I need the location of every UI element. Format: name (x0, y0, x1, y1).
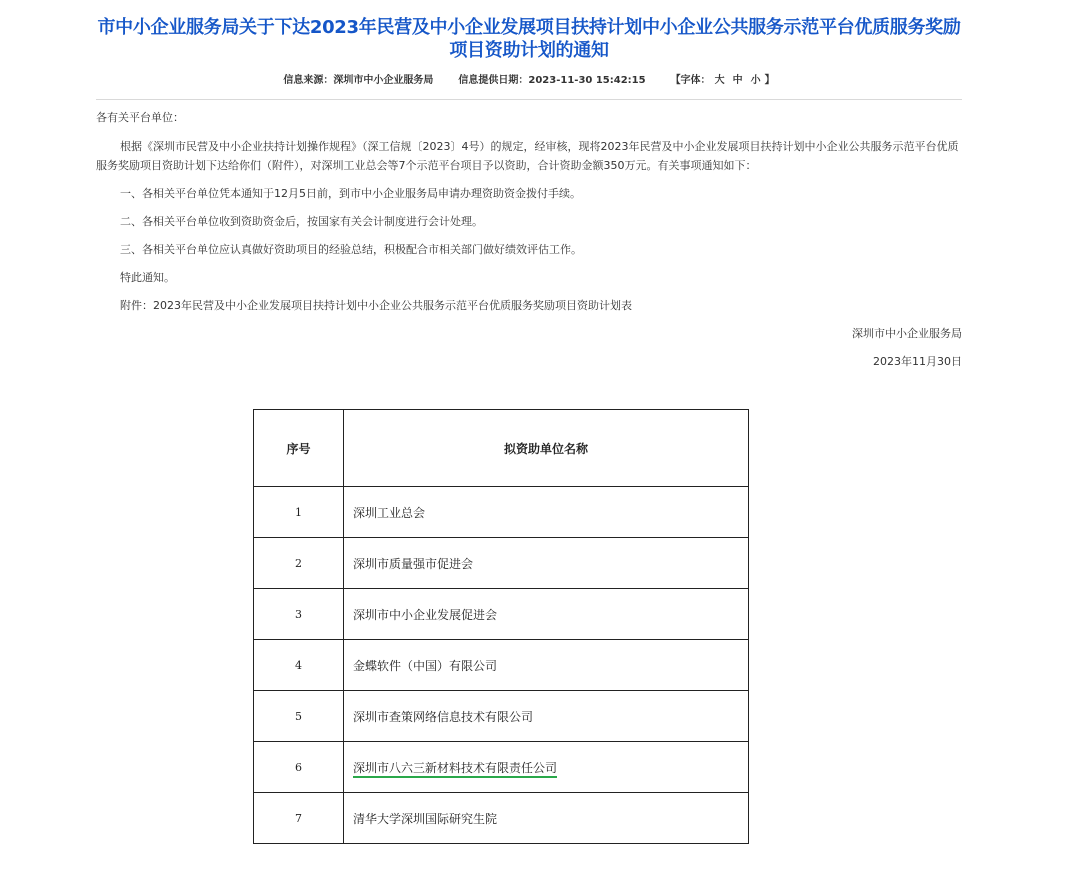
table-header-row (254, 410, 749, 487)
divider (96, 99, 962, 100)
notice-body (96, 108, 962, 371)
notice-item-3: 三、各相关平台单位应认真做好资助项目的经验总结，积极配合市相关部门做好绩效评估工作。 (120, 243, 582, 256)
main-paragraph: 根据《深圳市民营及中小企业扶持计划操作规程》（深工信规〔2023〕4号）的规定，经审核，现将2023年民营及中小企业发展项目扶持计划中小企业公共服务示范平台优质服务奖励项目资助计划下达给你们（附件），对深圳工业总会等7个示范平台项目予以资助，合计资助金额350万元。有关事项通知如下： (96, 140, 959, 172)
row-no: 7 (254, 793, 344, 844)
salutation: 各有关平台单位： (96, 111, 184, 124)
row-unit-name: 深圳市质量强市促进会 (344, 538, 749, 589)
font-size-small-link[interactable]: 小 (750, 75, 761, 86)
table-row (254, 487, 749, 538)
row-no: 5 (254, 691, 344, 742)
row-unit-name: 深圳市查策网络信息技术有限公司 (344, 691, 749, 742)
underlined-unit-name: 深圳市八六三新材料技术有限责任公司 (353, 761, 557, 778)
notice-container (96, 0, 962, 371)
notice-item-2: 二、各相关平台单位收到资助资金后，按国家有关会计制度进行会计处理。 (120, 215, 483, 228)
row-unit-name: 清华大学深圳国际研究生院 (344, 793, 749, 844)
info-date: 信息提供日期：2023-11-30 15:42:15 (458, 75, 646, 86)
meta-bar (96, 71, 962, 89)
table-row (254, 793, 749, 844)
row-no: 3 (254, 589, 344, 640)
font-size-medium-link[interactable]: 中 (732, 75, 743, 86)
row-no: 2 (254, 538, 344, 589)
table-row (254, 640, 749, 691)
attachment-link[interactable]: 附件：2023年民营及中小企业发展项目扶持计划中小企业公共服务示范平台优质服务奖励项目资助计划表 (120, 299, 632, 312)
closing-text: 特此通知。 (120, 271, 175, 284)
info-source: 信息来源：深圳市中小企业服务局 (283, 75, 434, 86)
page-title: 市中小企业服务局关于下达2023年民营及中小企业发展项目扶持计划中小企业公共服务示范平台优质服务奖励项目资助计划的通知 (97, 17, 961, 61)
row-unit-name (344, 742, 749, 793)
table-row (254, 691, 749, 742)
row-unit-name: 金蝶软件（中国）有限公司 (344, 640, 749, 691)
font-size-prefix: 【字体： (670, 75, 711, 86)
funding-table-wrap (253, 409, 749, 844)
table-row (254, 742, 749, 793)
table-row (254, 538, 749, 589)
row-no: 1 (254, 487, 344, 538)
notice-item-1: 一、各相关平台单位凭本通知于12月5日前，到市中小企业服务局申请办理资助资金拨付手续。 (120, 187, 581, 200)
funding-table (253, 409, 749, 844)
header-serial-no: 序号 (254, 410, 344, 487)
font-size-suffix: 】 (764, 75, 775, 86)
row-unit-name: 深圳工业总会 (344, 487, 749, 538)
table-row (254, 589, 749, 640)
signature-org: 深圳市中小企业服务局 (852, 327, 962, 340)
header-unit-name: 拟资助单位名称 (344, 410, 749, 487)
row-unit-name: 深圳市中小企业发展促进会 (344, 589, 749, 640)
signature-date: 2023年11月30日 (873, 355, 962, 368)
row-no: 4 (254, 640, 344, 691)
row-no: 6 (254, 742, 344, 793)
font-size-large-link[interactable]: 大 (714, 75, 725, 86)
